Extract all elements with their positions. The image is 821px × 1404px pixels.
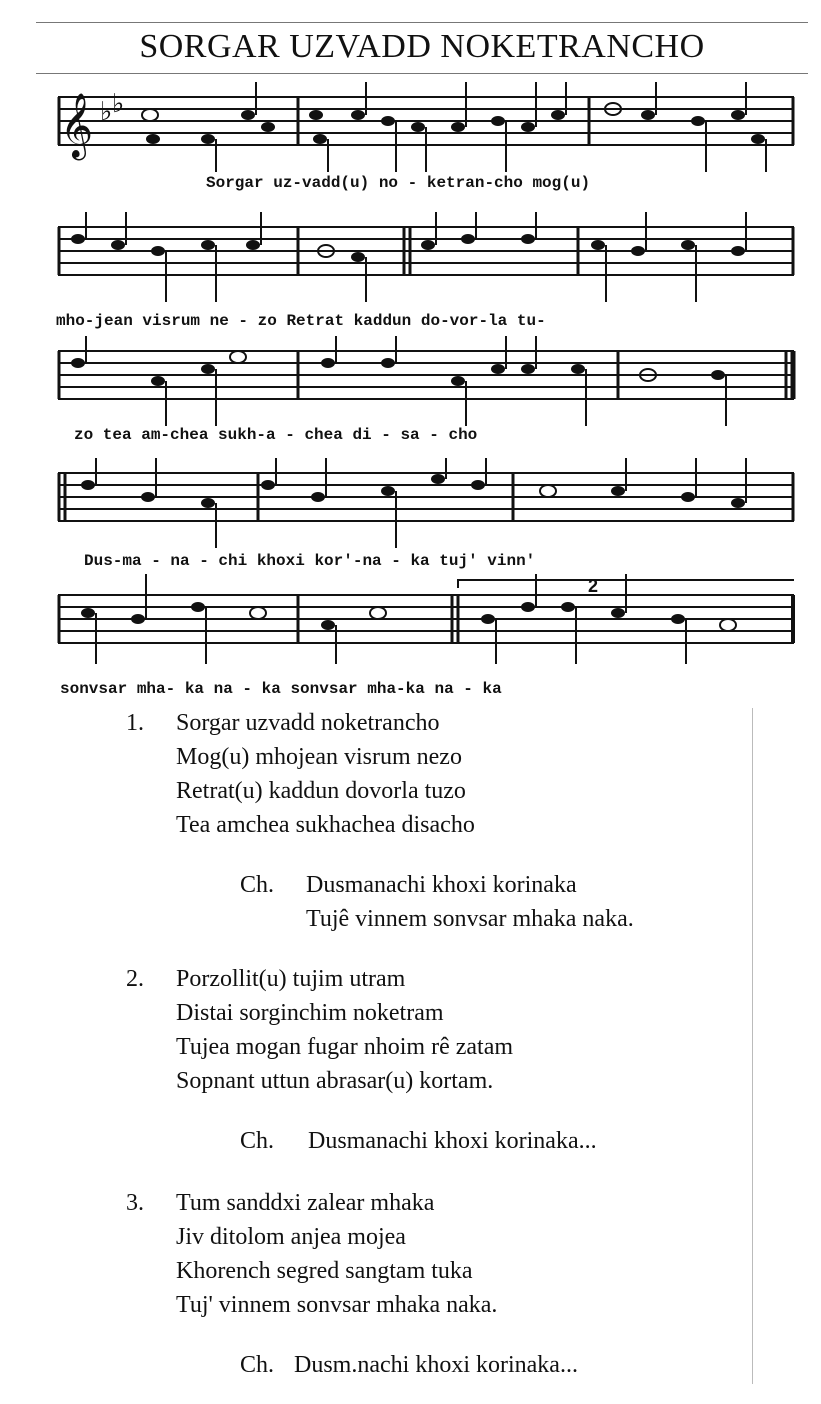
verse-line: Distai sorginchim noketram — [176, 1000, 444, 1026]
verse-number: 3. — [126, 1190, 144, 1216]
song-title: SORGAR UZVADD NOKETRANCHO — [139, 28, 705, 65]
verse-number: 1. — [126, 710, 144, 736]
staff-system-1 — [58, 82, 796, 182]
verse-line: Tum sanddxi zalear mhaka — [176, 1190, 435, 1216]
verse-line: Khorench segred sangtam tuka — [176, 1258, 473, 1284]
chorus-line: Dusm.nachi khoxi korinaka... — [294, 1352, 578, 1378]
verse-line: Tujea mogan fugar nhoim rê zatam — [176, 1034, 514, 1060]
lyric-line-1: Sorgar uz-vadd(u) no - ketran-cho mog(u) — [206, 174, 591, 192]
treble-clef-icon: 𝄞 — [60, 93, 94, 158]
ending-2-mark: 2 — [588, 576, 599, 596]
chorus-label: Ch. — [240, 872, 275, 898]
chorus-line: Tujê vinnem sonvsar mhaka naka. — [306, 906, 634, 932]
lyric-line-3: zo tea am-chea sukh-a - chea di - sa - cho — [74, 426, 478, 444]
chorus-line: Dusmanachi khoxi korinaka — [306, 872, 577, 898]
chorus-line: Dusmanachi khoxi korinaka... — [308, 1128, 597, 1154]
verse-line: Sorgar uzvadd noketrancho — [176, 710, 440, 736]
verse-line: Mog(u) mhojean visrum nezo — [176, 744, 462, 770]
chorus-label: Ch. — [240, 1128, 275, 1154]
verse-line: Porzollit(u) tujim utram — [176, 966, 406, 992]
staff-system-5 — [58, 574, 796, 680]
lyric-line-5: sonvsar mha- ka na - ka sonvsar mha-ka na - ka — [60, 680, 502, 698]
staff-system-2 — [58, 212, 796, 312]
staff-system-4 — [58, 458, 796, 558]
lyric-line-2: mho-jean visrum ne - zo Retrat kaddun do-vor-la tu- — [56, 312, 546, 330]
verse-line: Tuj' vinnem sonvsar mhaka naka. — [176, 1292, 498, 1318]
title-bar — [36, 22, 808, 74]
verse-line: Tea amchea sukhachea disacho — [176, 812, 475, 838]
chorus-label: Ch. — [240, 1352, 275, 1378]
verse-line: Retrat(u) kaddun dovorla tuzo — [176, 778, 466, 804]
flat-sign-icon: ♭ — [100, 97, 113, 126]
verse-line: Jiv ditolom anjea mojea — [176, 1224, 406, 1250]
flat-sign-icon: ♭ — [112, 89, 125, 118]
lyric-line-4: Dus-ma - na - chi khoxi kor'-na - ka tuj' vinn' — [84, 552, 536, 570]
staff-system-3 — [58, 336, 796, 436]
verse-number: 2. — [126, 966, 144, 992]
column-rule — [752, 708, 753, 1384]
verse-line: Sopnant uttun abrasar(u) kortam. — [176, 1068, 494, 1094]
